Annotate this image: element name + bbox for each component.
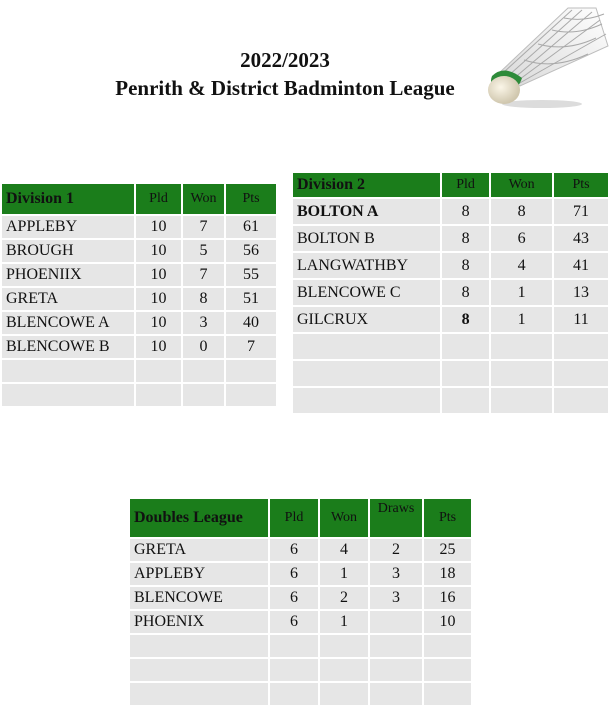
- empty-cell: [270, 635, 318, 657]
- empty-cell: [370, 635, 422, 657]
- points: 61: [226, 216, 276, 238]
- table-row: [293, 199, 608, 224]
- team-name: PHOENIIX: [2, 264, 134, 286]
- col-pts: Pts: [554, 173, 608, 197]
- empty-row: [293, 361, 608, 386]
- empty-cell: [491, 361, 552, 386]
- table-row: [130, 563, 471, 585]
- empty-cell: [136, 384, 181, 406]
- points: 56: [226, 240, 276, 262]
- col-pld: Pld: [270, 499, 318, 537]
- empty-cell: [183, 360, 224, 382]
- played: 6: [270, 563, 318, 585]
- empty-cell: [293, 361, 440, 386]
- empty-cell: [554, 388, 608, 413]
- played: 10: [136, 240, 181, 262]
- division-1-table: [0, 182, 278, 408]
- division-2-table: [291, 171, 610, 415]
- played: 8: [442, 226, 489, 251]
- empty-cell: [2, 360, 134, 382]
- empty-cell: [2, 384, 134, 406]
- points: 7: [226, 336, 276, 358]
- team-name: GRETA: [2, 288, 134, 310]
- empty-cell: [442, 361, 489, 386]
- won: 5: [183, 240, 224, 262]
- points: 25: [424, 539, 471, 561]
- table-row: [293, 226, 608, 251]
- table-row: [2, 216, 276, 238]
- team-name: GRETA: [130, 539, 268, 561]
- col-won: Won: [491, 173, 552, 197]
- table-row: [2, 312, 276, 334]
- table-row: [293, 253, 608, 278]
- col-draws: Draws: [370, 499, 422, 537]
- points: 13: [554, 280, 608, 305]
- empty-cell: [554, 334, 608, 359]
- table-header-row: [293, 173, 608, 197]
- team-name: APPLEBY: [130, 563, 268, 585]
- points: 11: [554, 307, 608, 332]
- table-row: [293, 307, 608, 332]
- empty-row: [130, 635, 471, 657]
- empty-cell: [491, 388, 552, 413]
- won: 2: [320, 587, 368, 609]
- team-name: PHOENIX: [130, 611, 268, 633]
- col-pld: Pld: [442, 173, 489, 197]
- division-title: Division 2: [293, 173, 440, 197]
- table-row: [2, 264, 276, 286]
- col-pts: Pts: [226, 184, 276, 214]
- table-row: [130, 539, 471, 561]
- empty-cell: [424, 635, 471, 657]
- col-pts: Pts: [424, 499, 471, 537]
- empty-row: [2, 360, 276, 382]
- empty-cell: [270, 683, 318, 705]
- empty-cell: [320, 635, 368, 657]
- played: 6: [270, 539, 318, 561]
- points: 18: [424, 563, 471, 585]
- empty-cell: [293, 334, 440, 359]
- col-won: Won: [320, 499, 368, 537]
- empty-cell: [320, 683, 368, 705]
- col-won: Won: [183, 184, 224, 214]
- draws: 3: [370, 563, 422, 585]
- points: 40: [226, 312, 276, 334]
- won: 1: [491, 307, 552, 332]
- team-name: BROUGH: [2, 240, 134, 262]
- empty-cell: [130, 683, 268, 705]
- empty-cell: [130, 635, 268, 657]
- empty-cell: [370, 683, 422, 705]
- team-name: APPLEBY: [2, 216, 134, 238]
- empty-cell: [491, 334, 552, 359]
- empty-row: [293, 388, 608, 413]
- draws: [370, 611, 422, 633]
- table-row: [130, 587, 471, 609]
- empty-cell: [183, 384, 224, 406]
- table-row: [2, 336, 276, 358]
- team-name: BLENCOWE: [130, 587, 268, 609]
- points: 43: [554, 226, 608, 251]
- empty-cell: [554, 361, 608, 386]
- won: 4: [491, 253, 552, 278]
- played: 8: [442, 199, 489, 224]
- won: 8: [491, 199, 552, 224]
- played: 8: [442, 253, 489, 278]
- empty-cell: [424, 659, 471, 681]
- doubles-league-table: [128, 497, 473, 707]
- points: 51: [226, 288, 276, 310]
- season-title: 2022/2023: [240, 48, 330, 72]
- empty-cell: [226, 384, 276, 406]
- empty-row: [130, 683, 471, 705]
- played: 10: [136, 336, 181, 358]
- table-row: [130, 611, 471, 633]
- team-name: BOLTON B: [293, 226, 440, 251]
- team-name: BOLTON A: [293, 199, 440, 224]
- won: 6: [491, 226, 552, 251]
- played: 10: [136, 288, 181, 310]
- empty-row: [2, 384, 276, 406]
- won: 1: [320, 611, 368, 633]
- empty-cell: [130, 659, 268, 681]
- draws: 2: [370, 539, 422, 561]
- col-pld: Pld: [136, 184, 181, 214]
- table-row: [2, 240, 276, 262]
- played: 10: [136, 312, 181, 334]
- league-title: Doubles League: [130, 499, 268, 537]
- points: 41: [554, 253, 608, 278]
- points: 16: [424, 587, 471, 609]
- empty-cell: [293, 388, 440, 413]
- team-name: BLENCOWE C: [293, 280, 440, 305]
- empty-row: [293, 334, 608, 359]
- won: 0: [183, 336, 224, 358]
- played: 10: [136, 216, 181, 238]
- empty-cell: [270, 659, 318, 681]
- played: 8: [442, 280, 489, 305]
- team-name: LANGWATHBY: [293, 253, 440, 278]
- won: 3: [183, 312, 224, 334]
- points: 10: [424, 611, 471, 633]
- points: 55: [226, 264, 276, 286]
- empty-cell: [370, 659, 422, 681]
- team-name: GILCRUX: [293, 307, 440, 332]
- division-title: Division 1: [2, 184, 134, 214]
- played: 6: [270, 611, 318, 633]
- league-title: Penrith & District Badminton League: [115, 76, 455, 100]
- table-row: [2, 288, 276, 310]
- empty-cell: [320, 659, 368, 681]
- table-header-row: [130, 499, 471, 537]
- draws: 3: [370, 587, 422, 609]
- won: 1: [491, 280, 552, 305]
- team-name: BLENCOWE B: [2, 336, 134, 358]
- won: 7: [183, 264, 224, 286]
- won: 8: [183, 288, 224, 310]
- points: 71: [554, 199, 608, 224]
- shuttlecock-icon: [484, 4, 610, 110]
- won: 4: [320, 539, 368, 561]
- won: 7: [183, 216, 224, 238]
- empty-cell: [442, 334, 489, 359]
- played: 10: [136, 264, 181, 286]
- empty-row: [130, 659, 471, 681]
- team-name: BLENCOWE A: [2, 312, 134, 334]
- played: 8: [442, 307, 489, 332]
- won: 1: [320, 563, 368, 585]
- empty-cell: [442, 388, 489, 413]
- empty-cell: [136, 360, 181, 382]
- empty-cell: [424, 683, 471, 705]
- table-header-row: [2, 184, 276, 214]
- empty-cell: [226, 360, 276, 382]
- page-title: [60, 46, 510, 102]
- played: 6: [270, 587, 318, 609]
- table-row: [293, 280, 608, 305]
